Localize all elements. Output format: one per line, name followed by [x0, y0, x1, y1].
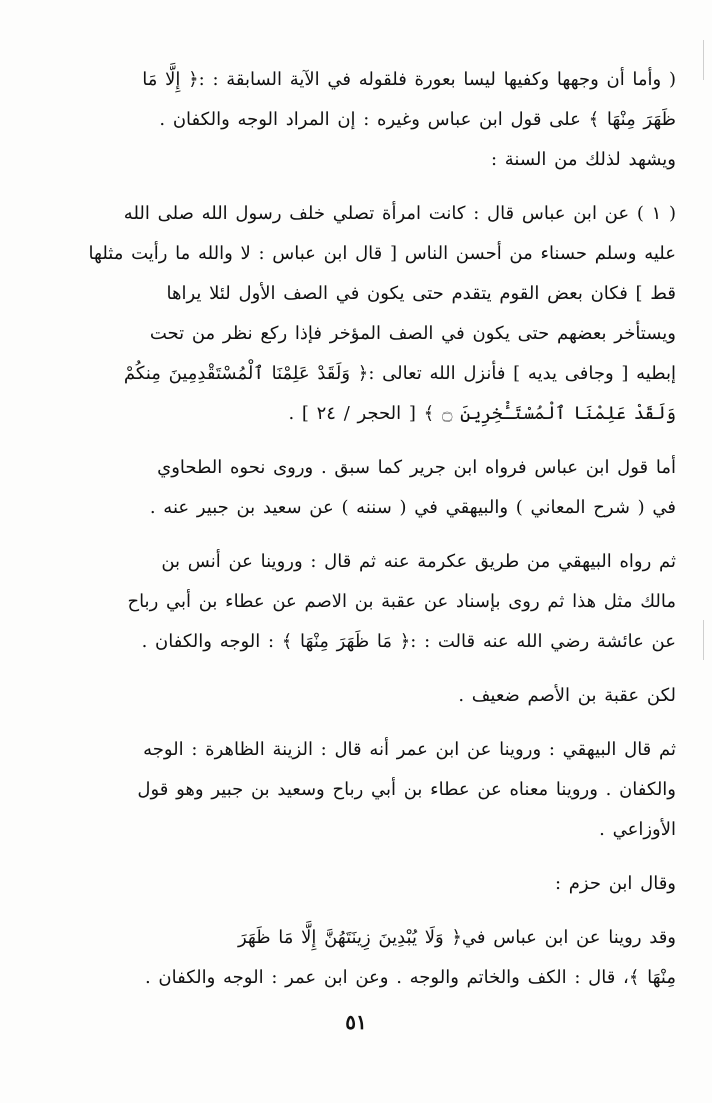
text-line: أما قول ابن عباس فرواه ابن جرير كما سبق . وروى نحوه الطحاوي — [157, 457, 676, 478]
text-line: ( ١ ) عن ابن عباس قال : كانت امرأة تصلي خلف رسول الله صلى الله — [123, 203, 676, 224]
paragraph-ibn-hazm-heading — [60, 864, 676, 904]
text-line: قط ] فكان بعض القوم يتقدم حتى يكون في الصف الأول لئلا يراها — [166, 283, 676, 304]
text-line: لكن عقبة بن الأصم ضعيف . — [458, 685, 676, 706]
text-line: ثم قال البيهقي : وروينا عن ابن عمر أنه قال : الزينة الظاهرة : الوجه — [143, 739, 676, 760]
text-line: عن عائشة رضي الله عنه قالت : :﴿ مَا ظَهَرَ مِنْهَا ﴾ : الوجه والكفان . — [141, 631, 676, 652]
text-line: إبطيه [ وجافى يديه ] فأنزل الله تعالى :﴿ وَلَقَدْ عَلِمْنَا ٱلْمُسْتَقْدِمِينَ مِنكُمْ — [123, 363, 676, 384]
paragraph-uqba — [60, 676, 676, 716]
text-line: والكفان . وروينا معناه عن عطاء بن أبي رباح وسعيد بن جبير وهو قول — [137, 779, 676, 800]
text-line: وقال ابن حزم : — [554, 873, 676, 894]
text-line: ثم رواه البيهقي من طريق عكرمة عنه ثم قال : وروينا عن أنس بن — [161, 551, 676, 572]
paragraph-bayhaqi — [60, 542, 676, 662]
text-line: مِنْهَا ﴾، قال : الكف والخاتم والوجه . وعن ابن عمر : الوجه والكفان . — [144, 967, 676, 988]
text-line: عليه وسلم حسناء من أحسن الناس [ قال ابن عباس : لا والله ما رأيت مثلها — [88, 243, 676, 264]
text-line: وَلَقَدْ عَلِمْنَا ٱلْمُسْتَـْٔخِرِينَ ۝ ﴾ [ الحجر / ٢٤ ] . — [288, 403, 676, 424]
page-number: ٥١ — [345, 1010, 367, 1034]
text-line: الأوزاعي . — [599, 819, 676, 840]
text-line: مالك مثل هذا ثم روى بإسناد عن عقبة بن الاصم عن عطاء بن أبي رباح — [127, 591, 676, 612]
text-line: وقد روينا عن ابن عباس في﴿ وَلَا يُبْدِينَ زِينَتَهُنَّ إِلَّا مَا ظَهَرَ — [237, 927, 676, 948]
paragraph-intro — [60, 60, 676, 180]
text-line: ويستأخر بعضهم حتى يكون في الصف المؤخر فإذا ركع نظر من تحت — [149, 323, 676, 344]
paragraph-ibn-umar — [60, 730, 676, 850]
text-line: في ( شرح المعاني ) والبيهقي في ( سننه ) عن سعيد بن جبير عنه . — [149, 497, 676, 518]
text-line: ويشهد لذلك من السنة : — [490, 149, 676, 170]
paragraph-hadith-1 — [60, 194, 676, 434]
text-line: ( وأما أن وجهها وكفيها ليسا بعورة فلقوله في الآية السابقة : :﴿ إِلَّا مَا — [142, 69, 676, 90]
paragraph-ibn-jarir — [60, 448, 676, 528]
paragraph-ibn-hazm-quote — [60, 918, 676, 998]
page-edge-mark — [703, 620, 704, 660]
text-line: ظَهَرَ مِنْهَا ﴾ على قول ابن عباس وغيره : إن المراد الوجه والكفان . — [159, 109, 676, 130]
page-body — [60, 60, 676, 1012]
page-edge-mark — [703, 40, 704, 80]
